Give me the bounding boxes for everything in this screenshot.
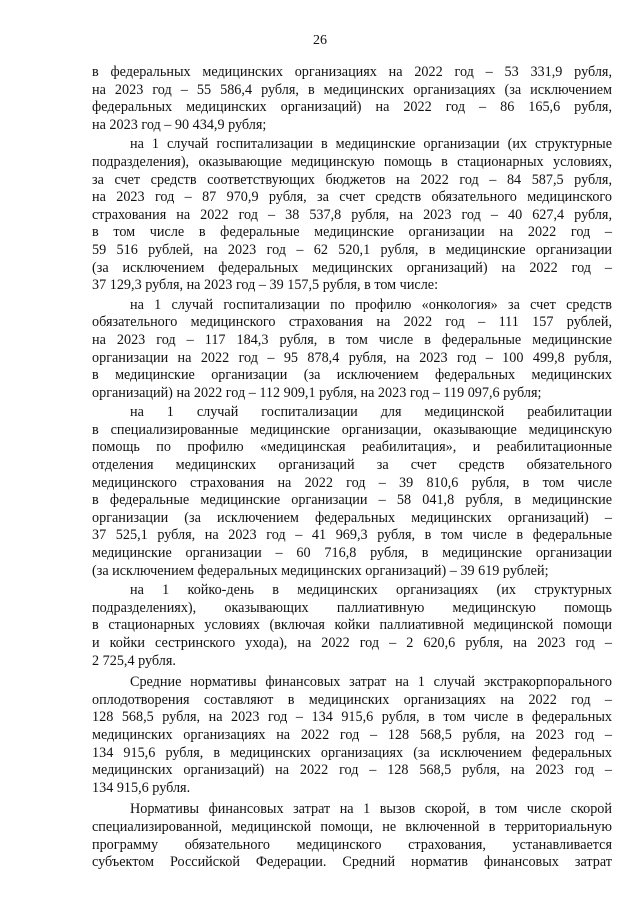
paragraph-hospitalization bbox=[92, 136, 612, 294]
text-line: Нормативы финансовых затрат на 1 вызов скорой, в том числе скорой bbox=[130, 801, 612, 818]
text-line: подразделения), оказывающие медицинскую помощь в стационарных условиях, bbox=[92, 153, 612, 170]
page-number: 26 bbox=[313, 33, 327, 48]
text-line: оплодотворения составляют в медицинских организациях на 2022 год – bbox=[92, 691, 612, 708]
paragraph-ambulance bbox=[92, 801, 612, 871]
paragraph-oncology bbox=[92, 297, 612, 403]
text-line: в федеральные медицинские организации – 58 041,8 рубля, в медицинские bbox=[92, 492, 612, 509]
text-line: Средние нормативы финансовых затрат на 1 случай экстракорпорального bbox=[130, 674, 612, 691]
text-line: программу обязательного медицинского страхования, устанавливается bbox=[92, 836, 612, 853]
paragraph-ivf bbox=[92, 674, 612, 797]
text-line: специализированной, медицинской помощи, не включенной в территориальную bbox=[92, 818, 612, 835]
text-line: медицинских организаций) на 2022 год – 128 568,5 рубля, на 2023 год – bbox=[92, 762, 612, 779]
text-line: на 2023 год – 87 970,9 рубля, за счет средств обязательного медицинского bbox=[92, 189, 612, 206]
document-body bbox=[92, 64, 612, 872]
text-line: на 1 случай госпитализации по профилю «онкология» за счет средств bbox=[130, 296, 612, 313]
text-line: в том числе в федеральные медицинские организации на 2022 год – bbox=[92, 224, 612, 241]
text-line: медицинских организациях на 2022 год – 128 568,5 рубля, на 2023 год – bbox=[92, 726, 612, 743]
text-line: на 1 случай госпитализации для медицинской реабилитации bbox=[130, 404, 612, 421]
text-line: 2 725,4 рубля. bbox=[92, 652, 176, 669]
text-line: отделения медицинских организаций за счет средств обязательного bbox=[92, 457, 612, 474]
text-line: 134 915,6 рубля, в медицинских организациях (за исключением федеральных bbox=[92, 744, 612, 761]
paragraph-palliative bbox=[92, 582, 612, 670]
text-line: на 1 койко-день в медицинских организациях (их структурных bbox=[130, 582, 612, 599]
text-line: и койки сестринского ухода), на 2022 год – 2 620,6 рубля, на 2023 год – bbox=[92, 635, 612, 651]
text-line: за счет средств соответствующих бюджетов на 2022 год – 84 587,5 рубля, bbox=[92, 171, 612, 188]
text-line: медицинского страхования на 2022 год – 39 810,6 рубля, в том числе bbox=[92, 474, 612, 491]
text-line: страхования на 2022 год – 38 537,8 рубля, на 2023 год – 40 627,4 рубля, bbox=[92, 206, 612, 223]
text-line: организаций) на 2022 год – 112 909,1 рубля, на 2023 год – 119 097,6 рубля; bbox=[92, 384, 542, 401]
text-line: в федеральных медицинских организациях на 2022 год – 53 331,9 рубля, bbox=[92, 64, 612, 80]
text-line: на 2023 год – 117 184,3 рубля, в том числе в федеральные медицинские bbox=[92, 331, 612, 348]
text-line: помощь по профилю «медицинская реабилитация», и реабилитационные bbox=[92, 439, 612, 456]
text-line: подразделениях), оказывающих паллиативную медицинскую помощь bbox=[92, 599, 612, 616]
text-line: в медицинские организации (за исключением федеральных медицинских bbox=[92, 367, 612, 384]
text-line: на 2023 год – 55 586,4 рубля, в медицинских организациях (за исключением bbox=[92, 81, 612, 98]
text-line: медицинские организации – 60 716,8 рубля, в медицинские организации bbox=[92, 545, 612, 562]
text-line: на 2023 год – 90 434,9 рубля; bbox=[92, 116, 267, 133]
text-line: федеральных медицинских организаций) на 2022 год – 86 165,6 рубля, bbox=[92, 99, 612, 116]
text-line: организации (за исключением федеральных медицинских организаций) – bbox=[92, 509, 612, 526]
paragraph-federal-orgs-continuation bbox=[92, 64, 612, 134]
text-line: обязательного медицинского страхования на 2022 год – 111 157 рублей, bbox=[92, 314, 612, 331]
text-line: в специализированные медицинские организации, оказывающие медицинскую bbox=[92, 421, 612, 438]
text-line: субъектом Российской Федерации. Средний норматив финансовых затрат bbox=[92, 854, 612, 871]
text-line: 37 525,1 рубля, на 2023 год – 41 969,3 рубля, в том числе в федеральные bbox=[92, 527, 612, 544]
text-line: в стационарных условиях (включая койки паллиативной медицинской помощи bbox=[92, 617, 612, 634]
text-line: на 1 случай госпитализации в медицинские организации (их структурные bbox=[130, 136, 612, 153]
text-line: 37 129,3 рубля, на 2023 год – 39 157,5 рубля, в том числе: bbox=[92, 277, 439, 294]
text-line: (за исключением федеральных медицинских организаций) – 39 619 рублей; bbox=[92, 562, 549, 579]
text-line: организации на 2022 год – 95 878,4 рубля, на 2023 год – 100 499,8 рубля, bbox=[92, 349, 612, 366]
text-line: 134 915,6 рубля. bbox=[92, 779, 191, 796]
text-line: (за исключением федеральных медицинских организаций) на 2022 год – bbox=[92, 259, 612, 276]
text-line: 128 568,5 рубля, на 2023 год – 134 915,6 рубля, в том числе в федеральных bbox=[92, 709, 612, 726]
text-line: 59 516 рублей, на 2023 год – 62 520,1 рубля, в медицинские организации bbox=[92, 241, 612, 258]
paragraph-rehabilitation bbox=[92, 404, 612, 580]
